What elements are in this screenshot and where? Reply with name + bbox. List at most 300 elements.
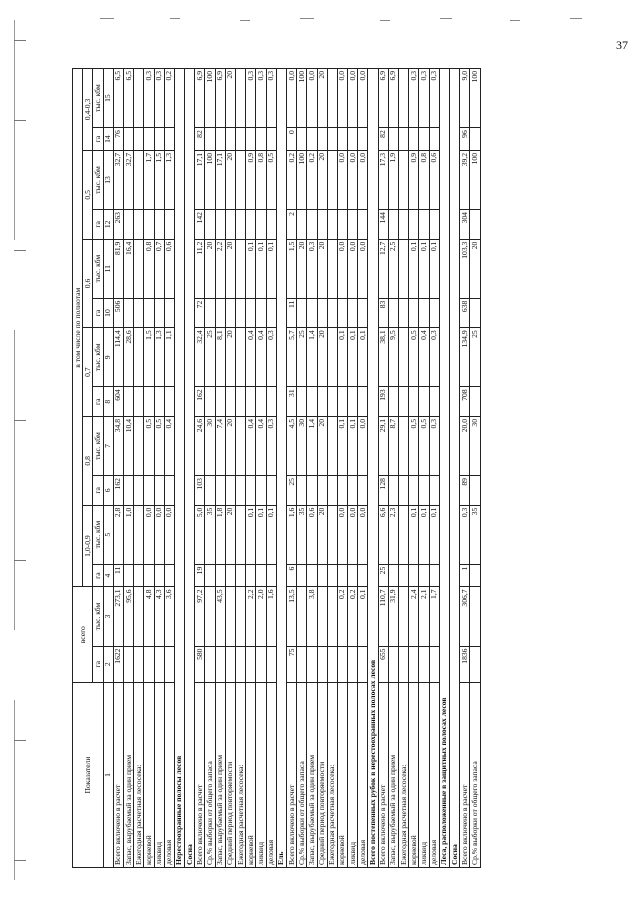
header-column-number: 10 (103, 298, 113, 328)
row-label: корневой (246, 683, 256, 868)
table-cell: 96 (460, 128, 470, 151)
table-cell: 0,1 (246, 505, 256, 564)
table-cell: 0,1 (337, 416, 347, 475)
table-row (236, 69, 246, 868)
header-column-number: 3 (103, 587, 113, 646)
table-cell: 0,3 (154, 69, 164, 128)
table-cell (419, 128, 429, 151)
table-cell: 0,1 (266, 239, 276, 298)
table-cell (470, 587, 480, 646)
table-cell (144, 564, 154, 587)
table-cell: 0,4 (246, 328, 256, 387)
table-row (246, 69, 256, 868)
table-cell: 306,7 (460, 587, 470, 646)
table-cell: 1,0 (123, 505, 133, 564)
table-cell (205, 476, 215, 506)
table-cell: 38,1 (378, 328, 388, 387)
table-cell: 20 (225, 505, 235, 564)
table-cell: 83 (378, 298, 388, 328)
table-cell (225, 210, 235, 240)
table-cell (266, 298, 276, 328)
table-cell: 19 (195, 564, 205, 587)
row-label: Ежегодная расчетная лесосека: (134, 683, 144, 868)
table-cell: 35 (470, 505, 480, 564)
table-row (225, 69, 235, 868)
table-cell (297, 298, 307, 328)
table-cell (215, 298, 225, 328)
table-cell (297, 128, 307, 151)
table-cell (154, 387, 164, 417)
section-row (276, 69, 286, 868)
table-cell (429, 387, 439, 417)
table-cell (246, 128, 256, 151)
table-cell: 30 (470, 416, 480, 475)
table-cell: 0,8 (419, 150, 429, 209)
section-label: Сосна (449, 69, 459, 868)
row-label: Всего включено в расчет (195, 683, 205, 868)
table-cell: 100 (297, 150, 307, 209)
table-cell: 0,6 (164, 239, 174, 298)
table-cell: 0,1 (266, 505, 276, 564)
table-cell (399, 150, 409, 209)
table-cell (266, 128, 276, 151)
table-row (286, 69, 296, 868)
table-cell: 6 (286, 564, 296, 587)
table-cell: 0,3 (144, 69, 154, 128)
table-cell: 0,0 (164, 505, 174, 564)
table-cell: 263 (113, 210, 123, 240)
table-cell: 0,1 (419, 239, 429, 298)
row-label: Ежегодная расчетная лесосека: (399, 683, 409, 868)
table-cell (429, 298, 439, 328)
table-cell (399, 239, 409, 298)
table-cell: 20 (225, 416, 235, 475)
left-margin-marks (0, 0, 60, 905)
header-group: 0,4-0,3 (83, 69, 93, 151)
table-cell: 25 (286, 476, 296, 506)
table-cell: 0,4 (164, 416, 174, 475)
table-cell (123, 564, 133, 587)
table-cell: 1,6 (286, 505, 296, 564)
table-cell (236, 239, 246, 298)
table-row (378, 69, 388, 868)
table-cell (358, 128, 368, 151)
header-column-number: 12 (103, 210, 113, 240)
table-cell (246, 564, 256, 587)
table-cell: 0,0 (337, 150, 347, 209)
table-cell: 2 (286, 210, 296, 240)
table-cell: 1,6 (266, 587, 276, 646)
table-cell (144, 128, 154, 151)
table-body (113, 69, 480, 868)
table-cell (164, 387, 174, 417)
table-cell: 1,4 (307, 416, 317, 475)
table-cell: 0,0 (348, 69, 358, 128)
table-cell (266, 387, 276, 417)
table-cell: 8,7 (388, 416, 398, 475)
table-cell (297, 587, 307, 646)
table-row (266, 69, 276, 868)
table-cell: 34,8 (113, 416, 123, 475)
table-cell: 304 (460, 210, 470, 240)
table-cell (388, 128, 398, 151)
table-cell (297, 476, 307, 506)
header-unit: га (93, 298, 103, 328)
table-cell (358, 564, 368, 587)
table-cell: 638 (460, 298, 470, 328)
table-cell (205, 387, 215, 417)
row-label: Средний период повторяемости (317, 683, 327, 868)
row-label: ликвид (154, 683, 164, 868)
table-cell: 25 (378, 564, 388, 587)
table-cell (205, 128, 215, 151)
section-row (439, 69, 449, 868)
table-cell: 0,3 (246, 69, 256, 128)
table-cell (307, 210, 317, 240)
table-cell (246, 387, 256, 417)
header-unit: га (93, 646, 103, 682)
table-cell: 4,5 (286, 416, 296, 475)
table-cell (123, 298, 133, 328)
table-cell: 0,0 (337, 505, 347, 564)
row-label: деловая (266, 683, 276, 868)
table-cell: 0,0 (358, 150, 368, 209)
header-column-number: 9 (103, 328, 113, 387)
table-cell (256, 298, 266, 328)
table-cell (236, 476, 246, 506)
table-cell (470, 476, 480, 506)
table-cell: 1,7 (144, 150, 154, 209)
table-cell: 31 (286, 387, 296, 417)
section-row (185, 69, 195, 868)
table-cell: 24,6 (195, 416, 205, 475)
row-label: корневой (144, 683, 154, 868)
table-cell: 128 (378, 476, 388, 506)
header-unit: тыс. кбм (93, 416, 103, 475)
table-cell: 72 (195, 298, 205, 328)
table-cell (225, 476, 235, 506)
table-cell (266, 476, 276, 506)
table-cell: 0 (286, 128, 296, 151)
table-cell: 6,9 (378, 69, 388, 128)
table-cell (225, 587, 235, 646)
table-cell (327, 128, 337, 151)
table-cell (409, 646, 419, 682)
table-cell (246, 298, 256, 328)
header-group: 1,0-0,9 (83, 505, 93, 587)
table-cell (429, 564, 439, 587)
table-cell: 20 (470, 239, 480, 298)
table-cell (399, 476, 409, 506)
table-cell (297, 646, 307, 682)
header-by-density: в том числе по полнотам (73, 69, 83, 587)
table-cell (358, 646, 368, 682)
table-cell (215, 210, 225, 240)
table-cell: 11 (113, 564, 123, 587)
table-cell: 6,5 (123, 69, 133, 128)
table-cell: 0,9 (246, 150, 256, 209)
table-cell (236, 505, 246, 564)
table-cell (358, 210, 368, 240)
table-cell (164, 298, 174, 328)
table-cell: 11,2 (195, 239, 205, 298)
table-cell (225, 128, 235, 151)
table-cell (337, 387, 347, 417)
table-cell: 3,6 (164, 587, 174, 646)
table-cell (399, 210, 409, 240)
header-indicator: Показатели (73, 683, 104, 868)
table-cell (327, 646, 337, 682)
row-label: Всего включено в расчет (378, 683, 388, 868)
table-cell (337, 564, 347, 587)
table-cell (399, 69, 409, 128)
table-cell (123, 476, 133, 506)
table-cell: 1836 (460, 646, 470, 682)
table-cell (348, 646, 358, 682)
table-cell (327, 328, 337, 387)
table-cell (134, 646, 144, 682)
table-cell: 142 (195, 210, 205, 240)
table-cell (266, 646, 276, 682)
table-cell (429, 128, 439, 151)
table-cell (164, 564, 174, 587)
table-cell (154, 298, 164, 328)
table-cell (358, 476, 368, 506)
table-cell: 708 (460, 387, 470, 417)
table-cell: 25 (205, 328, 215, 387)
table-cell: 2,2 (246, 587, 256, 646)
table-cell: 1,1 (164, 328, 174, 387)
table-cell (409, 564, 419, 587)
table-cell: 2,2 (215, 239, 225, 298)
table-cell (256, 210, 266, 240)
table-cell (205, 564, 215, 587)
table-cell: 0,4 (256, 328, 266, 387)
table-cell (205, 646, 215, 682)
table-cell (470, 210, 480, 240)
table-cell: 1,5 (286, 239, 296, 298)
table-cell (337, 128, 347, 151)
table-cell (399, 646, 409, 682)
table-cell (134, 128, 144, 151)
table-cell: 0,4 (419, 328, 429, 387)
table-cell: 2,4 (409, 587, 419, 646)
table-cell (164, 476, 174, 506)
row-label: Запас, вырубаемый за один прием (123, 683, 133, 868)
table-cell (256, 564, 266, 587)
table-cell: 35 (297, 505, 307, 564)
header-column-number: 5 (103, 505, 113, 564)
table-cell (337, 646, 347, 682)
table-row (297, 69, 307, 868)
table-cell (317, 564, 327, 587)
table-cell (205, 298, 215, 328)
table-cell (236, 298, 246, 328)
table-cell (236, 387, 246, 417)
table-cell (348, 387, 358, 417)
table-row (256, 69, 266, 868)
table-cell: 0,5 (419, 416, 429, 475)
table-cell: 0,3 (256, 69, 266, 128)
table-cell: 0,0 (358, 416, 368, 475)
header-column-numbers (103, 69, 113, 868)
table-cell: 30 (205, 416, 215, 475)
table-cell (266, 210, 276, 240)
section-label: Всего постепенных рубок в нерестоохранных полосах лесов (368, 69, 378, 868)
table-cell (205, 587, 215, 646)
table-row (348, 69, 358, 868)
table-cell: 7,4 (215, 416, 225, 475)
table-row (409, 69, 419, 868)
table-cell (399, 328, 409, 387)
table-cell (307, 564, 317, 587)
row-label: Средний период повторяемости (225, 683, 235, 868)
table-cell: 32,7 (113, 150, 123, 209)
table-cell (225, 387, 235, 417)
row-label: Ежегодная расчетная лесосека: (236, 683, 246, 868)
table-cell (246, 476, 256, 506)
table-cell (246, 210, 256, 240)
table-cell (429, 210, 439, 240)
table-cell (358, 298, 368, 328)
table-cell: 1,7 (429, 587, 439, 646)
table-cell: 20 (225, 150, 235, 209)
table-cell (317, 298, 327, 328)
table-cell (215, 128, 225, 151)
table-cell: 2,1 (419, 587, 429, 646)
table-cell: 20 (317, 150, 327, 209)
table-cell: 0,0 (337, 239, 347, 298)
table-cell (327, 150, 337, 209)
table-cell (134, 564, 144, 587)
table-cell: 2,3 (388, 505, 398, 564)
table-cell: 30 (297, 416, 307, 475)
row-label: деловая (429, 683, 439, 868)
table-row (113, 69, 123, 868)
header-unit: тыс. кбм (93, 587, 103, 646)
table-cell (134, 239, 144, 298)
table-cell: 0,2 (286, 150, 296, 209)
table-cell (419, 564, 429, 587)
table-cell: 8,1 (215, 328, 225, 387)
table-cell: 1,3 (164, 150, 174, 209)
table-cell: 20,0 (460, 416, 470, 475)
table-cell (134, 298, 144, 328)
table-cell: 20 (317, 416, 327, 475)
header-unit: тыс. кбм (93, 328, 103, 387)
table-cell: 6,6 (378, 505, 388, 564)
table-cell: 0,3 (419, 69, 429, 128)
table-cell: 100 (470, 150, 480, 209)
table-cell: 32,7 (123, 150, 133, 209)
table-cell (327, 210, 337, 240)
table-cell: 580 (195, 646, 205, 682)
table-cell (327, 387, 337, 417)
table-cell: 20 (205, 239, 215, 298)
table-cell (470, 128, 480, 151)
row-label: Ср.% выборки от общего запаса (205, 683, 215, 868)
table-cell (123, 387, 133, 417)
table-cell (317, 387, 327, 417)
table-cell: 25 (297, 328, 307, 387)
table-cell: 20 (225, 239, 235, 298)
table-cell: 20 (317, 328, 327, 387)
row-label: Ежегодная расчетная лесосека: (327, 683, 337, 868)
header-unit: тыс. кбм (93, 505, 103, 564)
table-cell (470, 564, 480, 587)
table-cell: 35 (205, 505, 215, 564)
table-cell: 0,3 (429, 416, 439, 475)
table-cell (297, 387, 307, 417)
table-cell (236, 646, 246, 682)
table-cell (154, 646, 164, 682)
header-column-number: 2 (103, 646, 113, 682)
table-cell: 31,9 (388, 587, 398, 646)
row-label: ликвид (256, 683, 266, 868)
table-cell (307, 298, 317, 328)
table-cell: 20 (317, 239, 327, 298)
table-cell: 32,4 (195, 328, 205, 387)
table-cell (134, 476, 144, 506)
header-column-number: 14 (103, 128, 113, 151)
table-cell (307, 128, 317, 151)
table-cell (419, 210, 429, 240)
table-cell: 506 (113, 298, 123, 328)
table-cell: 29,1 (378, 416, 388, 475)
table-cell: 0,2 (348, 587, 358, 646)
header-unit: тыс. кбм (93, 239, 103, 298)
table-cell: 0,9 (409, 150, 419, 209)
table-cell (317, 476, 327, 506)
table-row (134, 69, 144, 868)
table-cell: 0,1 (256, 239, 266, 298)
table-cell: 144 (378, 210, 388, 240)
table-cell (419, 387, 429, 417)
table-cell (317, 587, 327, 646)
table-cell: 20 (225, 328, 235, 387)
table-cell: 89 (460, 476, 470, 506)
table-cell (236, 564, 246, 587)
header-column-number: 7 (103, 416, 113, 475)
table-cell: 10,4 (123, 416, 133, 475)
table-cell: 0,5 (266, 150, 276, 209)
table-cell: 20 (225, 69, 235, 128)
table-cell: 2,0 (256, 587, 266, 646)
table-cell (236, 150, 246, 209)
table-cell: 0,1 (429, 239, 439, 298)
header-group: 0,7 (83, 328, 93, 417)
header-unit: га (93, 564, 103, 587)
table-row (215, 69, 225, 868)
table-cell: 0,6 (307, 505, 317, 564)
table-cell (256, 387, 266, 417)
table-cell (134, 387, 144, 417)
table-cell: 6,9 (215, 69, 225, 128)
table-cell: 20 (317, 505, 327, 564)
table-cell (358, 387, 368, 417)
table-cell: 0,3 (266, 328, 276, 387)
header-group: 0,5 (83, 150, 93, 239)
table-cell: 20 (297, 239, 307, 298)
row-label: Всего включено в расчет (286, 683, 296, 868)
row-label: Ср.% выборки от общего запаса (470, 683, 480, 868)
table-cell: 9,0 (460, 69, 470, 128)
row-label: Запас, вырубаемый за один прием (388, 683, 398, 868)
table-cell: 1622 (113, 646, 123, 682)
table-cell (256, 128, 266, 151)
header-group: 0,6 (83, 239, 93, 328)
table-cell: 100 (470, 69, 480, 128)
